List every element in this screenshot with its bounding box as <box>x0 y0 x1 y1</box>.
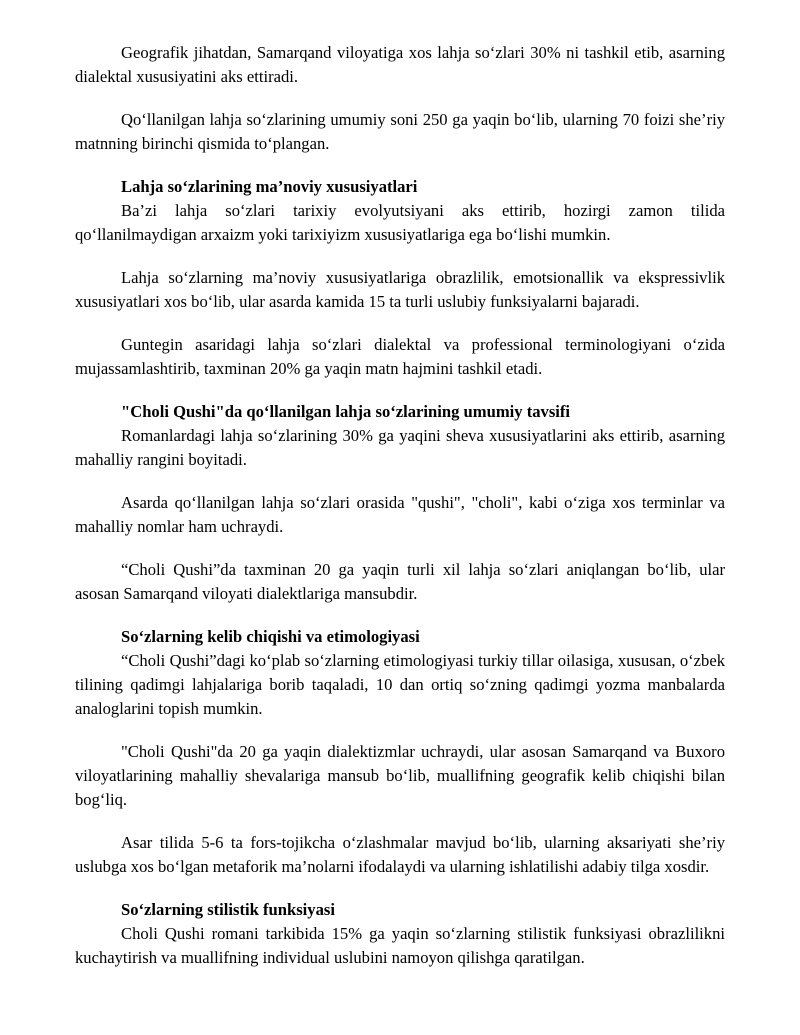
paragraph-etymology: “Choli Qushi”dagi ko‘plab so‘zlarning etimologiyasi turkiy tillar oilasiga, xususan, o‘zbek tilining qadimgi lahjalariga borib taqaladi, 10 dan ortiq so‘zning qadimgi yozma manbalarda analoglarini topish mumkin. <box>75 651 725 718</box>
paragraph-dialect-count: “Choli Qushi”da taxminan 20 ga yaqin turli xil lahja so‘zlari aniqlangan bo‘lib, ular asosan Samarqand viloyati dialektlariga mansubdir. <box>75 560 725 603</box>
paragraph-expressiveness: Lahja so‘zlarning ma’noviy xususiyatlariga obrazlilik, emotsionallik va ekspressivlik xususiyatlari xos bo‘lib, ular asarda kamida 15 ta turli uslubiy funksiyalarni bajaradi. <box>75 268 725 311</box>
heading-etymology: So‘zlarning kelib chiqishi va etimologiyasi <box>121 627 420 646</box>
paragraph-dialectisms: "Choli Qushi"da 20 ga yaqin dialektizmlar uchraydi, ular asosan Samarqand va Buxoro viloyatlarining mahalliy shevalariga mansub bo‘lib, muallifning geografik kelib chiqishi bilan bog‘liq. <box>75 742 725 809</box>
paragraph-stylistic: Choli Qushi romani tarkibida 15% ga yaqin so‘zlarning stilistik funksiyasi obrazlilikni kuchaytirish va muallifning individual uslubini namoyon qilishga qaratilgan. <box>75 924 725 967</box>
paragraph-geography: Geografik jihatdan, Samarqand viloyatiga xos lahja so‘zlari 30% ni tashkil etib, asarning dialektal xususiyatini aks ettiradi. <box>75 43 725 86</box>
paragraph-terms: Asarda qo‘llanilgan lahja so‘zlari orasida "qushi", "choli", kabi o‘ziga xos terminlar va mahalliy nomlar ham uchraydi. <box>75 493 725 536</box>
paragraph-persian-loans: Asar tilida 5-6 ta fors-tojikcha o‘zlashmalar mavjud bo‘lib, ularning aksariyati she’riy uslubga xos bo‘lgan metaforik ma’nolarni ifodalaydi va ularning ishlatilishi adabiy tilga xosdir. <box>75 833 725 876</box>
heading-stylistic-function: So‘zlarning stilistik funksiyasi <box>121 900 335 919</box>
document-page <box>75 41 725 989</box>
paragraph-novels-dialect: Romanlardagi lahja so‘zlarining 30% ga yaqini sheva xususiyatlarini aks ettirib, asarning mahalliy rangini boyitadi. <box>75 426 725 469</box>
paragraph-archaisms: Ba’zi lahja so‘zlari tarixiy evolyutsiyani aks ettirib, hozirgi zamon tilida qo‘llanilmaydigan arxaizm yoki tarixiyizm xususiyatlariga ega bo‘lishi mumkin. <box>75 201 725 244</box>
paragraph-guntegin: Guntegin asaridagi lahja so‘zlari dialektal va professional terminologiyani o‘zida mujassamlashtirib, taxminan 20% ga yaqin matn hajmini tashkil etadi. <box>75 335 725 378</box>
heading-general-description: "Choli Qushi"da qo‘llanilgan lahja so‘zlarining umumiy tavsifi <box>121 402 571 421</box>
paragraph-word-count: Qo‘llanilgan lahja so‘zlarining umumiy soni 250 ga yaqin bo‘lib, ularning 70 foizi she’riy matnning birinchi qismida to‘plangan. <box>75 110 725 153</box>
heading-semantic-features: Lahja so‘zlarining ma’noviy xususiyatlari <box>121 177 418 196</box>
